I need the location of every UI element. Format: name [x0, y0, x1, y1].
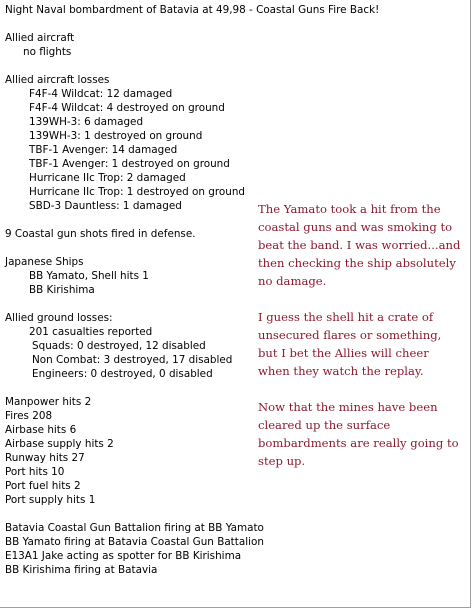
report-line: no flights	[23, 46, 72, 58]
report-line: Squads: 0 destroyed, 12 disabled	[32, 340, 206, 352]
commentary-paragraph: The Yamato took a hit from the coastal guns and was smoking to beat the band. I was worried...and then checking the ship absolutely no damage.	[258, 202, 461, 288]
report-line: Allied aircraft losses	[5, 74, 110, 86]
report-line: Airbase supply hits 2	[5, 438, 114, 450]
report-line: Allied ground losses:	[5, 312, 113, 324]
report-line: SBD-3 Dauntless: 1 damaged	[29, 200, 182, 212]
report-line: Port fuel hits 2	[5, 480, 81, 492]
report-line: Runway hits 27	[5, 452, 85, 464]
player-commentary	[258, 200, 464, 488]
blank-line	[5, 507, 305, 521]
report-line: Port supply hits 1	[5, 494, 96, 506]
report-line: Allied aircraft	[5, 32, 75, 44]
report-line: BB Yamato, Shell hits 1	[29, 270, 149, 282]
report-line: TBF-1 Avenger: 14 damaged	[29, 144, 178, 156]
report-line: E13A1 Jake acting as spotter for BB Kirishima	[5, 550, 242, 562]
report-line: 201 casualties reported	[29, 326, 153, 338]
report-line: Batavia Coastal Gun Battalion firing at BB Yamato	[5, 522, 264, 534]
commentary-paragraph: I guess the shell hit a crate of unsecured flares or something, but I bet the Allies will cheer when they watch the replay.	[258, 310, 442, 378]
report-line: Japanese Ships	[5, 256, 84, 268]
report-line: F4F-4 Wildcat: 4 destroyed on ground	[29, 102, 225, 114]
report-line: BB Yamato firing at Batavia Coastal Gun Battalion	[5, 536, 264, 548]
report-line: 9 Coastal gun shots fired in defense.	[5, 228, 196, 240]
report-line: Night Naval bombardment of Batavia at 49,98 - Coastal Guns Fire Back!	[5, 4, 380, 16]
report-line: Fires 208	[5, 410, 53, 422]
report-line: 139WH-3: 6 damaged	[29, 116, 144, 128]
report-line: Port hits 10	[5, 466, 65, 478]
report-line: BB Kirishima	[29, 284, 95, 296]
report-line: Hurricane IIc Trop: 2 damaged	[29, 172, 186, 184]
report-line: Non Combat: 3 destroyed, 17 disabled	[32, 354, 233, 366]
report-line: BB Kirishima firing at Batavia	[5, 564, 158, 576]
report-line: 139WH-3: 1 destroyed on ground	[29, 130, 203, 142]
report-line: Manpower hits 2	[5, 396, 92, 408]
report-line: Airbase hits 6	[5, 424, 77, 436]
report-line: TBF-1 Avenger: 1 destroyed on ground	[29, 158, 230, 170]
report-line: F4F-4 Wildcat: 12 damaged	[29, 88, 173, 100]
commentary-paragraph: Now that the mines have been cleared up the surface bombardments are really going to step up.	[258, 400, 459, 468]
report-line: Hurricane IIc Trop: 1 destroyed on ground	[29, 186, 246, 198]
blank-line	[5, 59, 305, 73]
report-line: Engineers: 0 destroyed, 0 disabled	[32, 368, 213, 380]
blank-line	[5, 17, 305, 31]
